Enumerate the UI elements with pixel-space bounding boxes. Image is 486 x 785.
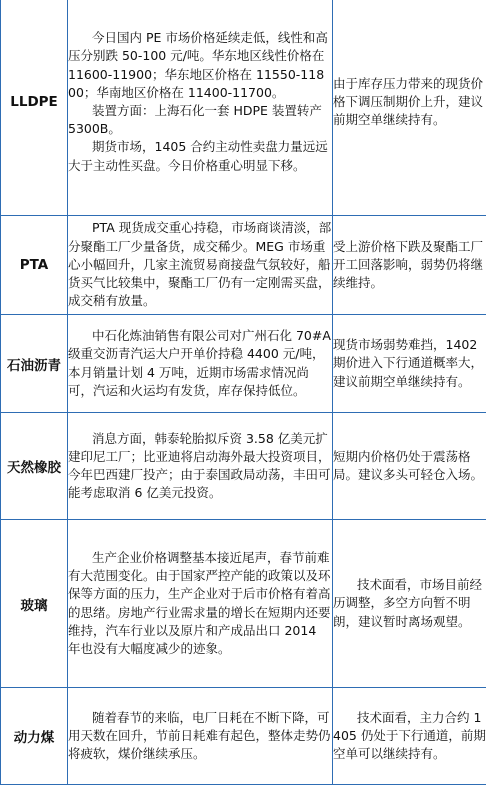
strategy-text: 技术面看，市场目前经历调整，多空方向暂不明朗，建议暂时离场观望。 — [333, 576, 486, 631]
news-paragraph: 装置方面：上海石化一套 HDPE 装置转产 5300B。 — [68, 102, 332, 138]
strategy-text: 技术面看，主力合约 1405 仍处于下行通道，前期空单可以继续持有。 — [333, 709, 486, 764]
strategy-cell — [333, 520, 486, 688]
commodity-name: LLDPE — [1, 0, 68, 216]
table-row — [1, 216, 486, 315]
news-paragraph: 今日国内 PE 市场价格延续走低，线性和高压分别跌 50-100 元/吨。华东地区线性价格在 11600-11900；华东地区价格在 11550-11800；华南地区价格在 11400-11700。 — [68, 29, 332, 102]
strategy-text: 受上游价格下跌及聚酯工厂开工回落影响，弱势仍将继续维持。 — [333, 238, 486, 293]
commodity-name: PTA — [1, 216, 68, 315]
market-news-cell — [68, 216, 333, 315]
strategy-cell — [333, 315, 486, 413]
news-paragraph: PTA 现货成交重心持稳，市场商谈清淡，部分聚酯工厂少量备货，成交稀少。MEG 市场重心小幅回升，几家主流贸易商接盘气氛较好，船货买气比较集中，聚酯工厂仍有一定刚需买盘，成交稍有放量。 — [68, 219, 332, 310]
table-row — [1, 0, 486, 216]
market-news-cell — [68, 413, 333, 520]
news-paragraph: 生产企业价格调整基本接近尾声，春节前难有大范围变化。由于国家严控产能的政策以及环保等方面的压力，生产企业对于后市价格有着高的思绪。房地产行业需求量的增长在短期内还要维持，汽车行业以及原片和产成品出口 2014 年也没有大幅度减少的迹象。 — [68, 549, 332, 658]
strategy-text: 现货市场弱势难挡，1402 期价进入下行通道概率大，建议前期空单继续持有。 — [333, 336, 486, 391]
table-row — [1, 520, 486, 688]
commodity-name: 玻璃 — [1, 520, 68, 688]
table-row — [1, 413, 486, 520]
market-news-cell — [68, 520, 333, 688]
news-paragraph: 期货市场，1405 合约主动性卖盘力量远远大于主动性买盘。今日价格重心明显下移。 — [68, 138, 332, 174]
strategy-cell — [333, 216, 486, 315]
market-news-cell — [68, 0, 333, 216]
news-paragraph: 消息方面，韩泰轮胎拟斥资 3.58 亿美元扩建印尼工厂；比亚迪将启动海外最大投资项目，今年巴西建厂投产；由于泰国政局动荡，丰田可能考虑取消 6 亿美元投资。 — [68, 430, 332, 503]
commodity-name: 天然橡胶 — [1, 413, 68, 520]
strategy-cell — [333, 688, 486, 785]
strategy-text: 短期内价格仍处于震荡格局。建议多头可轻仓入场。 — [333, 448, 486, 484]
market-news-cell — [68, 315, 333, 413]
news-paragraph: 随着春节的来临，电厂日耗在不断下降，可用天数在回升，节前日耗难有起色，整体走势仍将疲软，煤价继续承压。 — [68, 709, 332, 764]
strategy-cell — [333, 0, 486, 216]
commodity-name: 石油沥青 — [1, 315, 68, 413]
strategy-cell — [333, 413, 486, 520]
table-row — [1, 315, 486, 413]
news-paragraph: 中石化炼油销售有限公司对广州石化 70#A 级重交沥青汽运大户开单价持稳 4400 元/吨，本月销量计划 4 万吨，近期市场需求情况尚可，汽运和火运均有发货，库存保持低位。 — [68, 327, 332, 400]
table-row — [1, 688, 486, 785]
market-news-cell — [68, 688, 333, 785]
strategy-text: 由于库存压力带来的现货价格下调压制期价上升，建议前期空单继续持有。 — [333, 75, 486, 130]
commodity-name: 动力煤 — [1, 688, 68, 785]
